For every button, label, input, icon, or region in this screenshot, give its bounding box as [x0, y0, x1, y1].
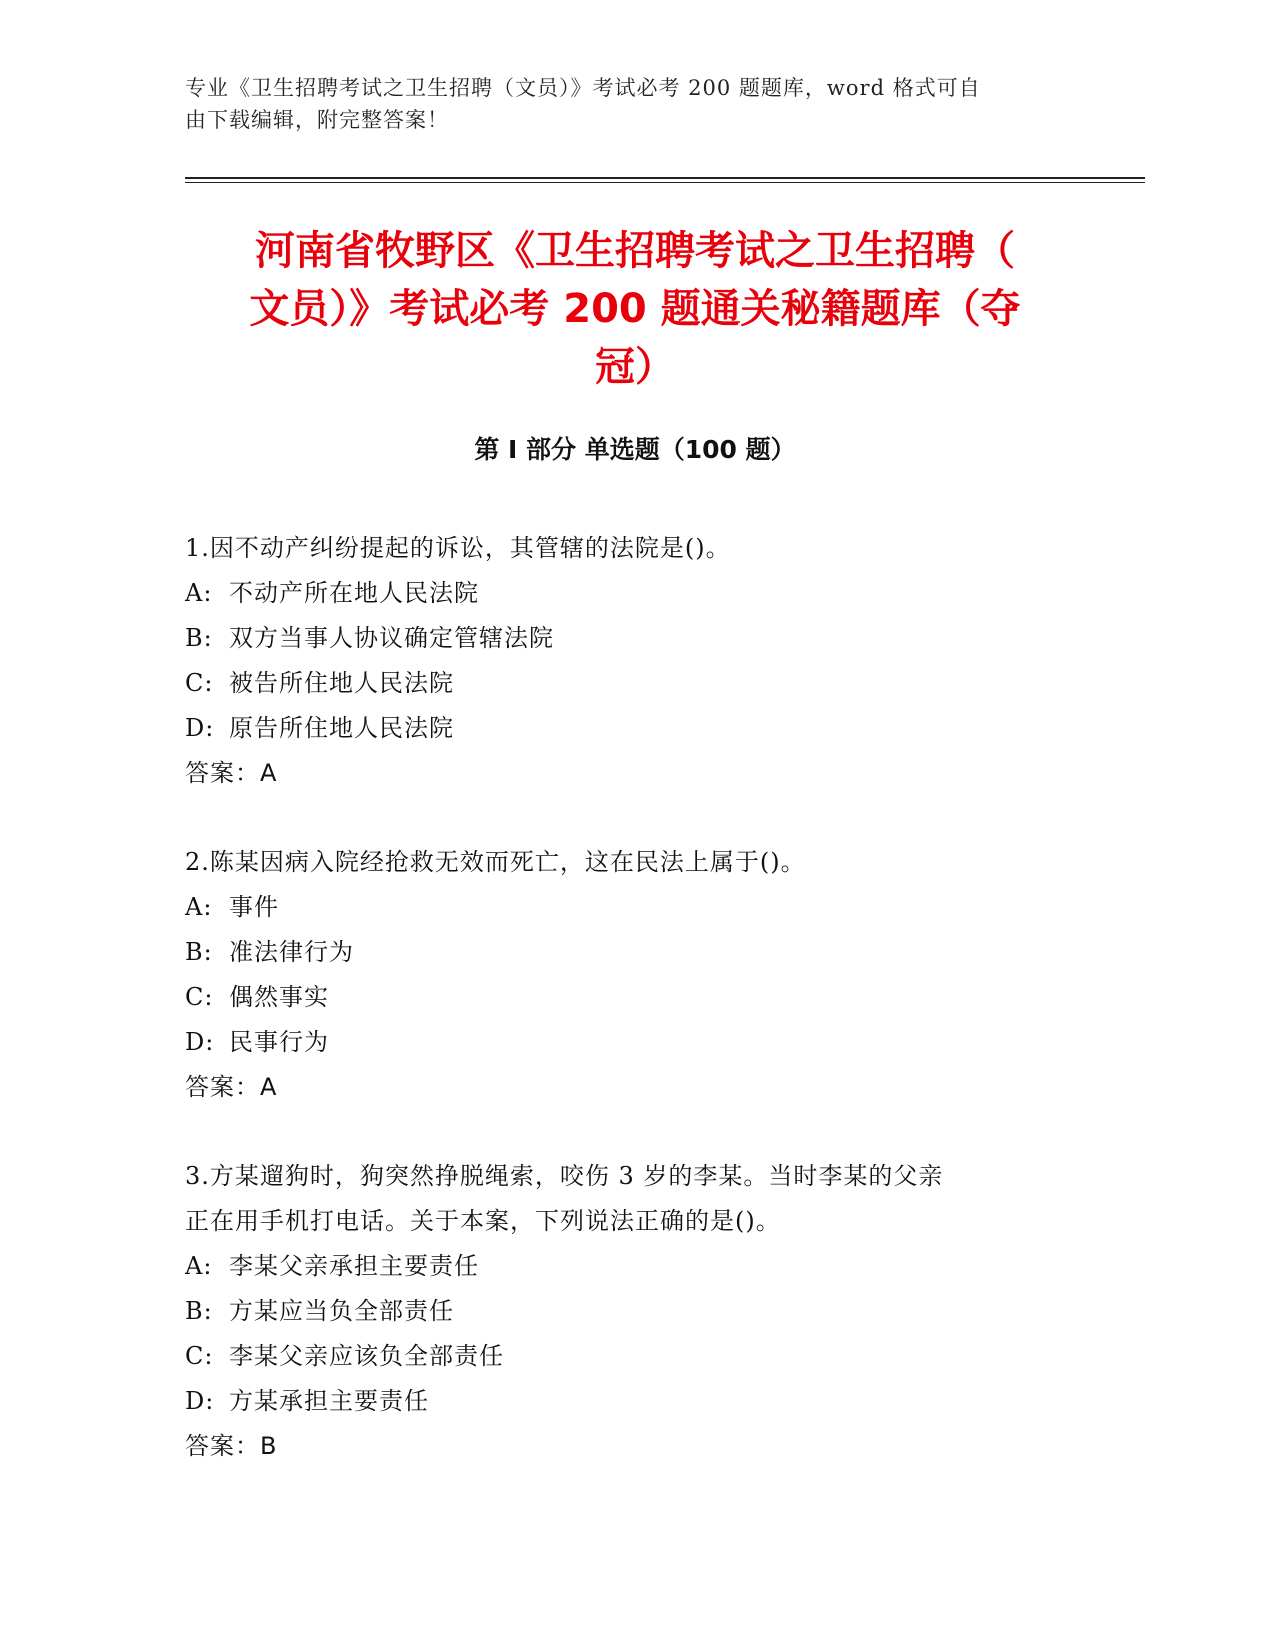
- option-key: A:: [185, 893, 213, 921]
- question-1: [185, 526, 1065, 796]
- option-key: A:: [185, 579, 213, 607]
- option-a: [185, 885, 1065, 930]
- option-text: 事件: [229, 893, 279, 921]
- option-key: D:: [185, 714, 215, 742]
- document-title-line-3: 冠）: [595, 344, 675, 390]
- option-b: [185, 616, 1065, 661]
- option-key: B:: [185, 624, 213, 652]
- option-key: D:: [185, 1028, 215, 1056]
- option-text: 方某应当负全部责任: [229, 1297, 454, 1325]
- header-note-line-2: 由下载编辑，附完整答案！: [185, 108, 449, 132]
- option-text: 原告所住地人民法院: [229, 714, 454, 742]
- option-d: [185, 706, 1065, 751]
- option-key: C:: [185, 1342, 214, 1370]
- option-key: B:: [185, 938, 213, 966]
- option-a: [185, 571, 1065, 616]
- question-stem: 3.方某遛狗时，狗突然挣脱绳索，咬伤 3 岁的李某。当时李某的父亲: [185, 1162, 944, 1190]
- document-title: [185, 222, 1085, 396]
- option-text: 双方当事人协议确定管辖法院: [229, 624, 554, 652]
- question-3: [185, 1154, 1065, 1469]
- option-c: [185, 975, 1065, 1020]
- question-stem-continued: 正在用手机打电话。关于本案，下列说法正确的是()。: [185, 1207, 781, 1235]
- answer-label: 答案：B: [185, 1432, 278, 1460]
- header-note: [185, 72, 1085, 136]
- option-key: D:: [185, 1387, 215, 1415]
- question-stem: 2.陈某因病入院经抢救无效而死亡，这在民法上属于()。: [185, 848, 806, 876]
- option-text: 民事行为: [229, 1028, 329, 1056]
- option-text: 李某父亲应该负全部责任: [229, 1342, 504, 1370]
- option-text: 方某承担主要责任: [229, 1387, 429, 1415]
- option-text: 偶然事实: [229, 983, 329, 1011]
- header-note-line-1: 专业《卫生招聘考试之卫生招聘（文员）》考试必考 200 题题库，word 格式可自: [185, 76, 981, 100]
- option-text: 李某父亲承担主要责任: [229, 1252, 479, 1280]
- option-key: A:: [185, 1252, 213, 1280]
- option-text: 被告所住地人民法院: [229, 669, 454, 697]
- header-divider: [185, 177, 1145, 183]
- option-c: [185, 661, 1065, 706]
- option-key: C:: [185, 669, 214, 697]
- option-key: C:: [185, 983, 214, 1011]
- document-title-line-1: 河南省牧野区《卫生招聘考试之卫生招聘（: [255, 228, 1015, 274]
- option-b: [185, 1289, 1065, 1334]
- option-key: B:: [185, 1297, 213, 1325]
- document-title-line-2: 文员）》考试必考 200 题通关秘籍题库（夺: [249, 286, 1021, 332]
- option-d: [185, 1020, 1065, 1065]
- section-title: 第 I 部分 单选题（100 题）: [474, 435, 796, 464]
- option-d: [185, 1379, 1065, 1424]
- option-b: [185, 930, 1065, 975]
- question-list: [185, 526, 1065, 1513]
- option-text: 准法律行为: [229, 938, 354, 966]
- option-a: [185, 1244, 1065, 1289]
- option-c: [185, 1334, 1065, 1379]
- option-text: 不动产所在地人民法院: [229, 579, 479, 607]
- question-stem: 1.因不动产纠纷提起的诉讼，其管辖的法院是()。: [185, 534, 731, 562]
- answer-label: 答案：A: [185, 1073, 278, 1101]
- answer-label: 答案：A: [185, 759, 278, 787]
- question-2: [185, 840, 1065, 1110]
